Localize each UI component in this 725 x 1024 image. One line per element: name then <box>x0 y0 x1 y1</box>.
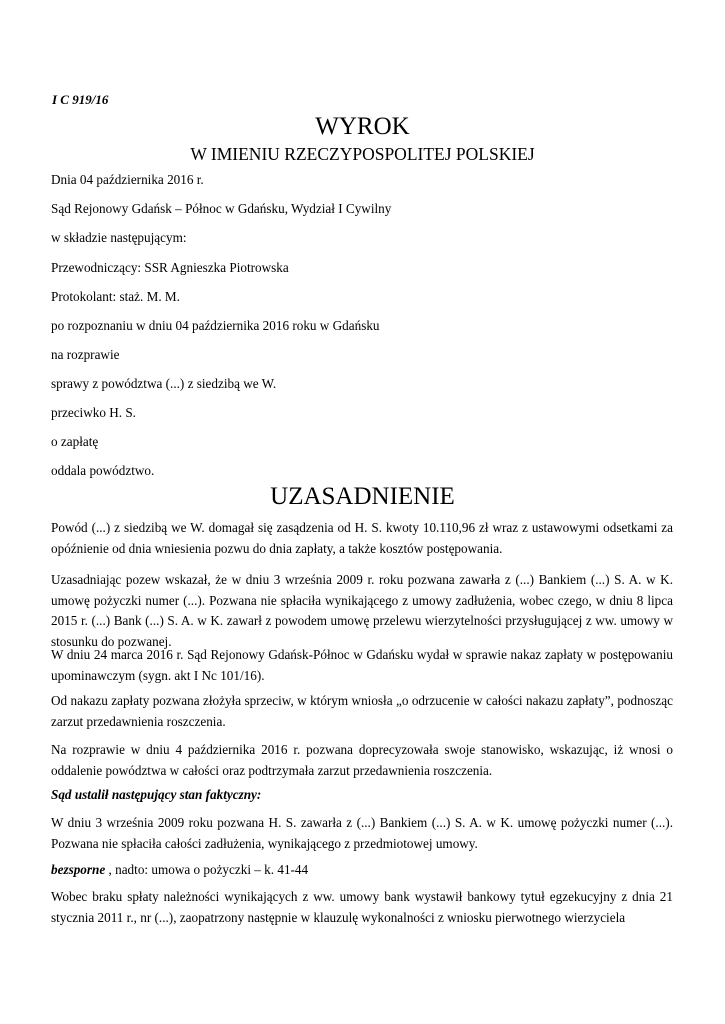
against-line: przeciwko H. S. <box>51 405 136 420</box>
subject-line: o zapłatę <box>51 434 99 449</box>
paragraph: Uzasadniając pozew wskazał, że w dniu 3 września 2009 r. roku pozwana zawarła z (...) Bankiem (...) S. A. w K. umowę pożyczki numer (...). Pozwana nie spłaciła wynikającego z umowy zadłużenia, wobec czego, w dniu 8 lipca 2015 r. (...) Bank (...) S. A. w K. zawarł z powodem umowę przelewu wierzytelności przysługującej z ww. umowy w stosunku do pozwanej. <box>51 572 673 649</box>
paragraph: Powód (...) z siedzibą we W. domagał się zasądzenia od H. S. kwoty 10.110,96 zł wraz z ustawowymi odsetkami za opóźnienie od dnia wniesienia pozwu do dnia zapłaty, a także kosztów postępowania. <box>51 520 673 556</box>
document-title: WYROK <box>315 113 410 140</box>
hearing-line: po rozpoznaniu w dniu 04 października 2016 roku w Gdańsku <box>51 318 380 333</box>
clerk-line: Protokolant: staż. M. M. <box>51 289 180 304</box>
undisputed-evidence: , nadto: umowa o pożyczki – k. 41-44 <box>105 862 309 877</box>
paragraph: Wobec braku spłaty należności wynikających z ww. umowy bank wystawił bankowy tytuł egzekucyjny z dnia 21 stycznia 2011 r., nr (...), zaopatrzony następnie w klauzulę wykonalności z wniosku pierwotnego wierzyciela <box>51 889 673 925</box>
paragraph: Na rozprawie w dniu 4 października 2016 r. pozwana doprecyzowała swoje stanowisko, wskazując, iż wnosi o oddalenie powództwa w całości oraz podtrzymała zarzut przedawnienia roszczenia. <box>51 742 673 778</box>
undisputed-line <box>51 862 308 878</box>
undisputed-label: bezsporne <box>51 862 106 877</box>
facts-heading: Sąd ustalił następujący stan faktyczny: <box>51 787 262 802</box>
on-hearing-line: na rozprawie <box>51 347 120 362</box>
composition-label: w składzie następującym: <box>51 230 187 245</box>
case-from-line: sprawy z powództwa (...) z siedzibą we W. <box>51 376 277 391</box>
case-number: I C 919/16 <box>52 92 109 107</box>
court-name: Sąd Rejonowy Gdańsk – Północ w Gdańsku, Wydział I Cywilny <box>51 201 392 216</box>
paragraph: Od nakazu zapłaty pozwana złożyła sprzeciw, w którym wniosła „o odrzucenie w całości nakazu zapłaty”, podnosząc zarzut przedawnienia roszczenia. <box>51 693 673 729</box>
paragraph: W dniu 24 marca 2016 r. Sąd Rejonowy Gdańsk-Północ w Gdańsku wydał w sprawie nakaz zapłaty w postępowaniu upominawczym (sygn. akt I Nc 101/16). <box>51 647 673 683</box>
ruling-line: oddala powództwo. <box>51 463 155 478</box>
chair-line: Przewodniczący: SSR Agnieszka Piotrowska <box>51 260 289 275</box>
document-subtitle: W IMIENIU RZECZYPOSPOLITEJ POLSKIEJ <box>190 144 535 164</box>
judgment-date: Dnia 04 października 2016 r. <box>51 172 204 187</box>
paragraph: W dniu 3 września 2009 roku pozwana H. S. zawarła z (...) Bankiem (...) S. A. w K. umowę pożyczki numer (...). Pozwana nie spłaciła całości zadłużenia, wynikającego z przedmiotowej umowy. <box>51 815 673 851</box>
justification-heading: UZASADNIENIE <box>270 483 455 510</box>
